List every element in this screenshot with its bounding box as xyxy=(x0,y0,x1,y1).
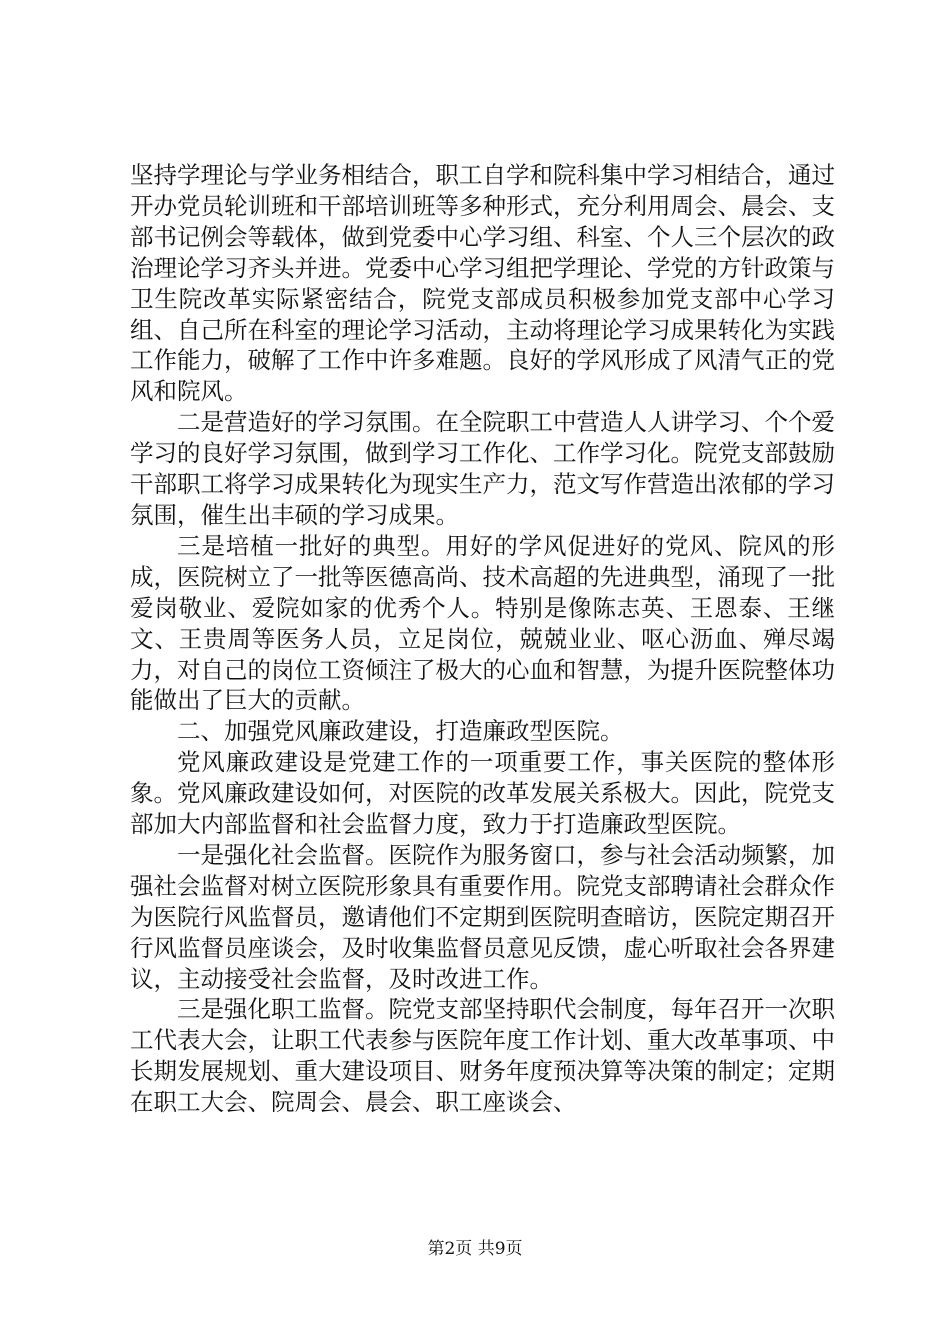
paragraph-7: 三是强化职工监督。院党支部坚持职代会制度，每年召开一次职工代表大会，让职工代表参与医院年度工作计划、重大改革事项、中长期发展规划、重大建设项目、财务年度预决算等决策的制定；定期在职工大会、院周会、晨会、职工座谈会、 xyxy=(130,995,835,1117)
section-heading: 二、加强党风廉政建设，打造廉政型医院。 xyxy=(177,717,624,746)
page-number-footer: 第2页 共9页 xyxy=(427,1239,523,1259)
document-body xyxy=(130,160,835,1118)
paragraph-1: 坚持学理论与学业务相结合，职工自学和院科集中学习相结合，通过开办党员轮训班和干部培训班等多种形式，充分利用周会、晨会、支部书记例会等载体，做到党委中心学习组、科室、个人三个层次的政治理论学习齐头并进。党委中心学习组把学理论、学党的方针政策与卫生院改革实际紧密结合，院党支部成员积极参加党支部中心学习组、自己所在科室的理论学习活动，主动将理论学习成果转化为实践工作能力，破解了工作中许多难题。良好的学风形成了风清气正的党风和院风。 xyxy=(130,161,835,406)
paragraph-2: 二是营造好的学习氛围。在全院职工中营造人人讲学习、个个爱学习的良好学习氛围，做到学习工作化、工作学习化。院党支部鼓励干部职工将学习成果转化为现实生产力，范文写作营造出浓郁的学习氛围，催生出丰硕的学习成果。 xyxy=(130,408,835,529)
paragraph-3: 三是培植一批好的典型。用好的学风促进好的党风、院风的形成，医院树立了一批等医德高尚、技术高超的先进典型，涌现了一批爱岗敬业、爱院如家的优秀个人。特别是像陈志英、王恩泰、王继文、王贵周等医务人员，立足岗位，兢兢业业、呕心沥血、殚尽竭力，对自己的岗位工资倾注了极大的心血和智慧，为提升医院整体功能做出了巨大的贡献。 xyxy=(130,531,835,715)
paragraph-5: 党风廉政建设是党建工作的一项重要工作，事关医院的整体形象。党风廉政建设如何，对医院的改革发展关系极大。因此，院党支部加大内部监督和社会监督力度，致力于打造廉政型医院。 xyxy=(130,748,835,839)
paragraph-6: 一是强化社会监督。医院作为服务窗口，参与社会活动频繁，加强社会监督对树立医院形象具有重要作用。院党支部聘请社会群众作为医院行风监督员，邀请他们不定期到医院明查暗访，医院定期召开行风监督员座谈会，及时收集监督员意见反馈，虚心听取社会各界建议，主动接受社会监督，及时改进工作。 xyxy=(130,840,835,993)
